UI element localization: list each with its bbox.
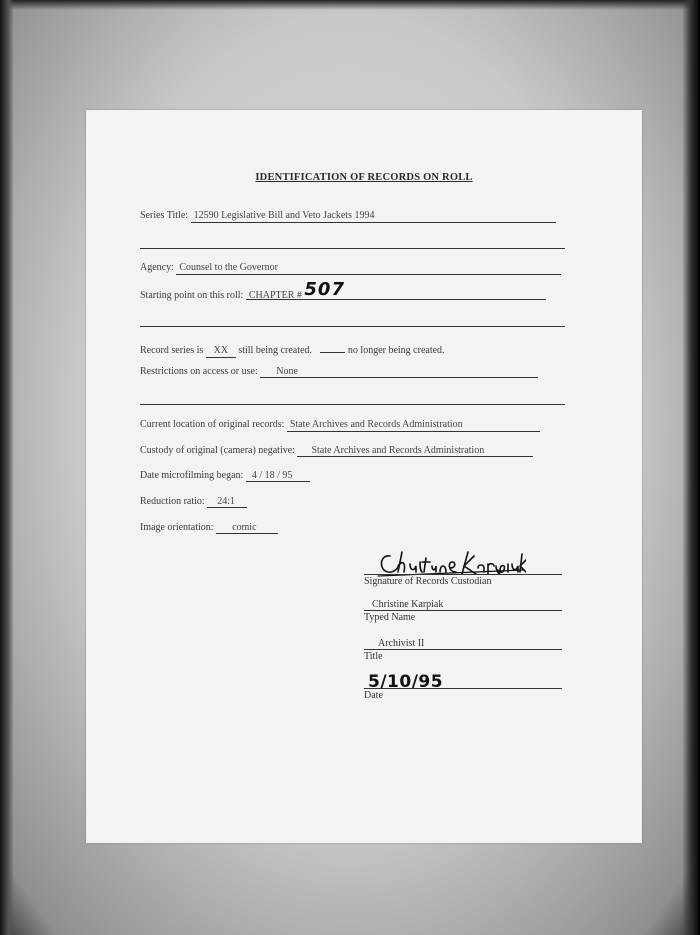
agency-label: Agency:	[140, 262, 174, 273]
date-line	[364, 676, 562, 689]
starting-point-prefix: CHAPTER #	[248, 290, 302, 301]
title-value: Archivist II	[364, 637, 562, 650]
typed-name-value: Christine Karpiak	[364, 598, 562, 611]
form-heading: IDENTIFICATION OF RECORDS ON ROLL	[255, 172, 473, 183]
custody-value: State Archives and Records Administration	[297, 445, 533, 457]
blank-line-1	[140, 248, 565, 249]
custody-row	[140, 444, 533, 458]
agency-value: Counsel to the Governor	[176, 262, 561, 275]
record-series-still-text: still being created.	[238, 345, 312, 356]
location-row	[140, 418, 540, 432]
starting-point-value	[246, 279, 546, 301]
series-title-value: 12590 Legislative Bill and Veto Jackets 1994	[191, 210, 556, 223]
orientation-value: comic	[216, 522, 278, 534]
record-series-row	[140, 340, 445, 354]
starting-point-row	[140, 279, 546, 301]
signature-line	[364, 562, 562, 575]
agency-row	[140, 261, 561, 275]
form-sheet	[86, 110, 642, 843]
record-series-no-longer-mark	[320, 340, 345, 353]
date-began-value: 4 / 18 / 95	[246, 470, 310, 482]
restrictions-value: None	[260, 366, 538, 378]
record-series-label: Record series is	[140, 345, 204, 356]
reduction-label: Reduction ratio:	[140, 496, 205, 507]
reduction-row	[140, 495, 247, 509]
restrictions-row	[140, 365, 538, 379]
date-began-row	[140, 469, 310, 483]
blank-line-3	[140, 404, 565, 405]
record-series-no-longer-text: no longer being created.	[347, 345, 445, 356]
series-title-label: Series Title:	[140, 210, 189, 221]
location-label: Current location of original records:	[140, 419, 285, 430]
starting-point-handwritten: 507	[304, 279, 345, 300]
signature-line-block	[364, 562, 562, 588]
date-block	[364, 676, 562, 702]
record-series-still-mark: XX	[206, 345, 236, 358]
starting-point-label: Starting point on this roll:	[140, 290, 244, 301]
title-block	[364, 637, 562, 663]
date-began-label: Date microfilming began:	[140, 470, 244, 481]
location-value: State Archives and Records Administration	[287, 419, 540, 432]
signature-caption: Signature of Records Custodian	[364, 576, 492, 587]
date-caption: Date	[364, 690, 383, 701]
date-handwritten: 5/10/95	[368, 672, 444, 692]
title-caption: Title	[364, 651, 383, 662]
series-title-row	[140, 209, 556, 223]
film-edge-right	[682, 0, 700, 935]
typed-name-caption: Typed Name	[364, 612, 416, 623]
film-edge-left	[0, 0, 14, 935]
restrictions-label: Restrictions on access or use:	[140, 366, 258, 377]
typed-name-block	[364, 598, 562, 624]
film-edge-top	[0, 0, 700, 10]
reduction-value: 24:1	[207, 496, 247, 508]
blank-line-2	[140, 326, 565, 327]
orientation-label: Image orientation:	[140, 522, 214, 533]
orientation-row	[140, 521, 278, 535]
custody-label: Custody of original (camera) negative:	[140, 445, 295, 456]
